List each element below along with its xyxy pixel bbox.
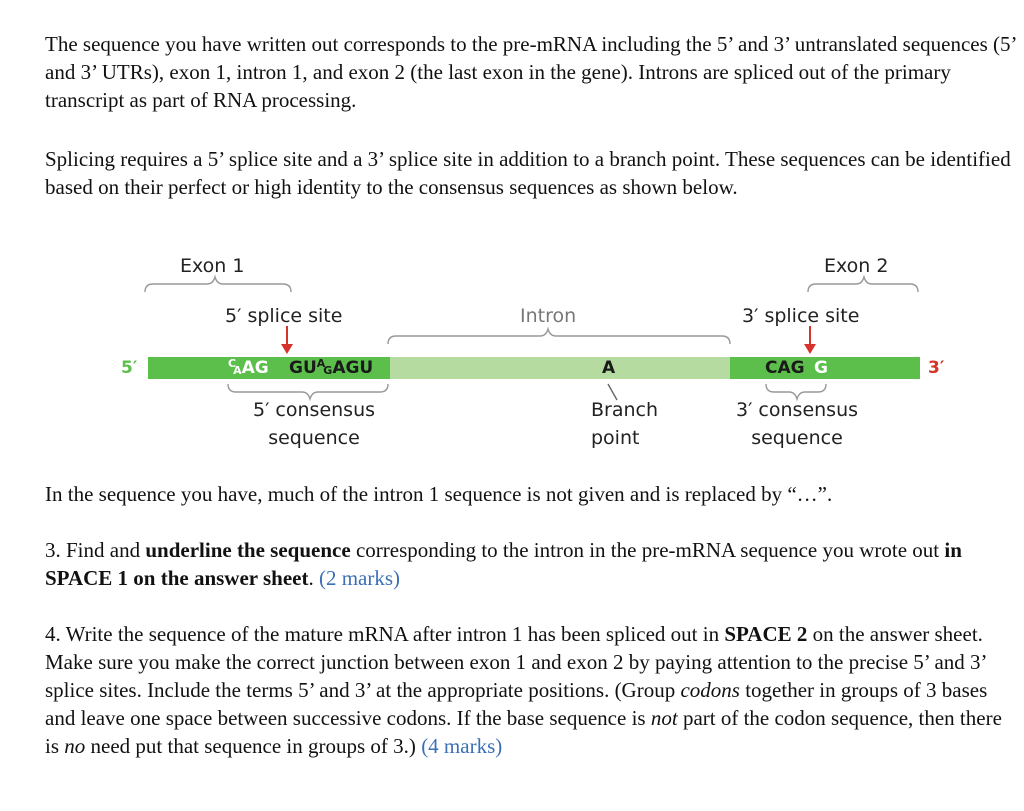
seq3-cag: CAG <box>765 358 805 378</box>
seq5-prefix-c: C <box>228 357 237 370</box>
question-3 <box>45 536 1020 592</box>
q3-text-1: 3. Find and <box>45 538 146 562</box>
splice3-label: 3′ splice site <box>742 305 860 327</box>
consensus3-line1: 3′ consensus <box>735 399 859 421</box>
seq5-gu: GU <box>289 358 317 378</box>
q4-bold-1: SPACE 2 <box>724 622 808 646</box>
seq5-exon-ag: AG <box>241 358 269 378</box>
exon2-label: Exon 2 <box>824 255 889 277</box>
q4-text-4: part of the codon sequence, then there is <box>45 706 1002 758</box>
q4-marks: (4 marks) <box>421 734 503 758</box>
intron-note-paragraph: In the sequence you have, much of the intron 1 sequence is not given and is replaced by “…”. <box>45 482 833 506</box>
branch-a: A <box>602 358 616 378</box>
q4-text-1: 4. Write the sequence of the mature mRNA after intron 1 has been spliced out in <box>45 622 725 646</box>
end3-label: 3′ <box>928 358 945 378</box>
consensus5-line1: 5′ consensus <box>252 399 376 421</box>
seq5-prefix-a: A <box>233 364 242 377</box>
branch-point-label <box>591 398 658 450</box>
q4-italic-1: codons <box>680 678 740 702</box>
q3-text-2: corresponding to the intron in the pre-mRNA sequence you wrote out <box>350 538 945 562</box>
intro-paragraph: The sequence you have written out corresponds to the pre-mRNA including the 5’ and 3’ untranslated sequences (5’ and 3’ UTRs), exon 1, intron 1, and exon 2 (the last exon in the gene). Introns are spliced out of the primary transcript as part of RNA processing. <box>45 32 1016 112</box>
seq5-ag-a: A <box>316 357 326 370</box>
consensus5-bracket <box>228 384 388 399</box>
q3-bold-2: in SPACE 1 on the answer sheet <box>45 538 962 590</box>
question-4 <box>45 620 1020 760</box>
branch-line2: point <box>591 427 640 449</box>
exon1-label: Exon 1 <box>180 255 245 277</box>
q4-italic-3: no <box>64 734 86 758</box>
exon1-bracket <box>145 277 291 292</box>
q4-text-5: need put that sequence in groups of 3.) <box>85 734 422 758</box>
seq3-g: G <box>814 358 828 378</box>
intron-bar <box>390 357 730 379</box>
consensus3-line2: sequence <box>751 427 843 449</box>
consensus5-line2: sequence <box>268 427 360 449</box>
seq5-intron-part <box>289 357 373 381</box>
seq5-ag-g: G <box>323 364 333 377</box>
splice5-arrow-head <box>281 344 293 354</box>
seq5-exon-part <box>228 357 269 381</box>
intron-bracket <box>388 329 730 344</box>
consensus3-label <box>728 398 866 450</box>
q3-text-3: . <box>308 566 319 590</box>
end5-label: 5′ <box>121 358 138 378</box>
consensus3-bracket <box>766 384 826 399</box>
intron-label: Intron <box>520 305 577 327</box>
q4-text-2: on the answer sheet. Make sure you make the correct junction between exon 1 and exon 2 by paying attention to the precise 5’ and 3’ splice sites. Include the terms 5’ and 3’ at the appropriate positions. (Group <box>45 622 986 702</box>
splicing-paragraph: Splicing requires a 5’ splice site and a 3’ splice site in addition to a branch point. These sequences can be identified based on their perfect or high identity to the consensus sequences as shown below. <box>45 147 1011 199</box>
exon2-bracket <box>808 277 918 292</box>
seq5-agu: AGU <box>332 358 374 378</box>
q3-marks: (2 marks) <box>318 566 401 590</box>
q4-text-3: together in groups of 3 bases and leave one space between successive codons. If the base sequence is <box>45 678 988 730</box>
splice3-arrow-head <box>804 344 816 354</box>
consensus5-label <box>246 398 382 450</box>
splice5-label: 5′ splice site <box>225 305 343 327</box>
q3-bold-1: underline the sequence <box>145 538 351 562</box>
branch-line1: Branch <box>591 399 659 421</box>
q4-italic-2: not <box>650 706 678 730</box>
splicing-diagram <box>0 240 1024 460</box>
